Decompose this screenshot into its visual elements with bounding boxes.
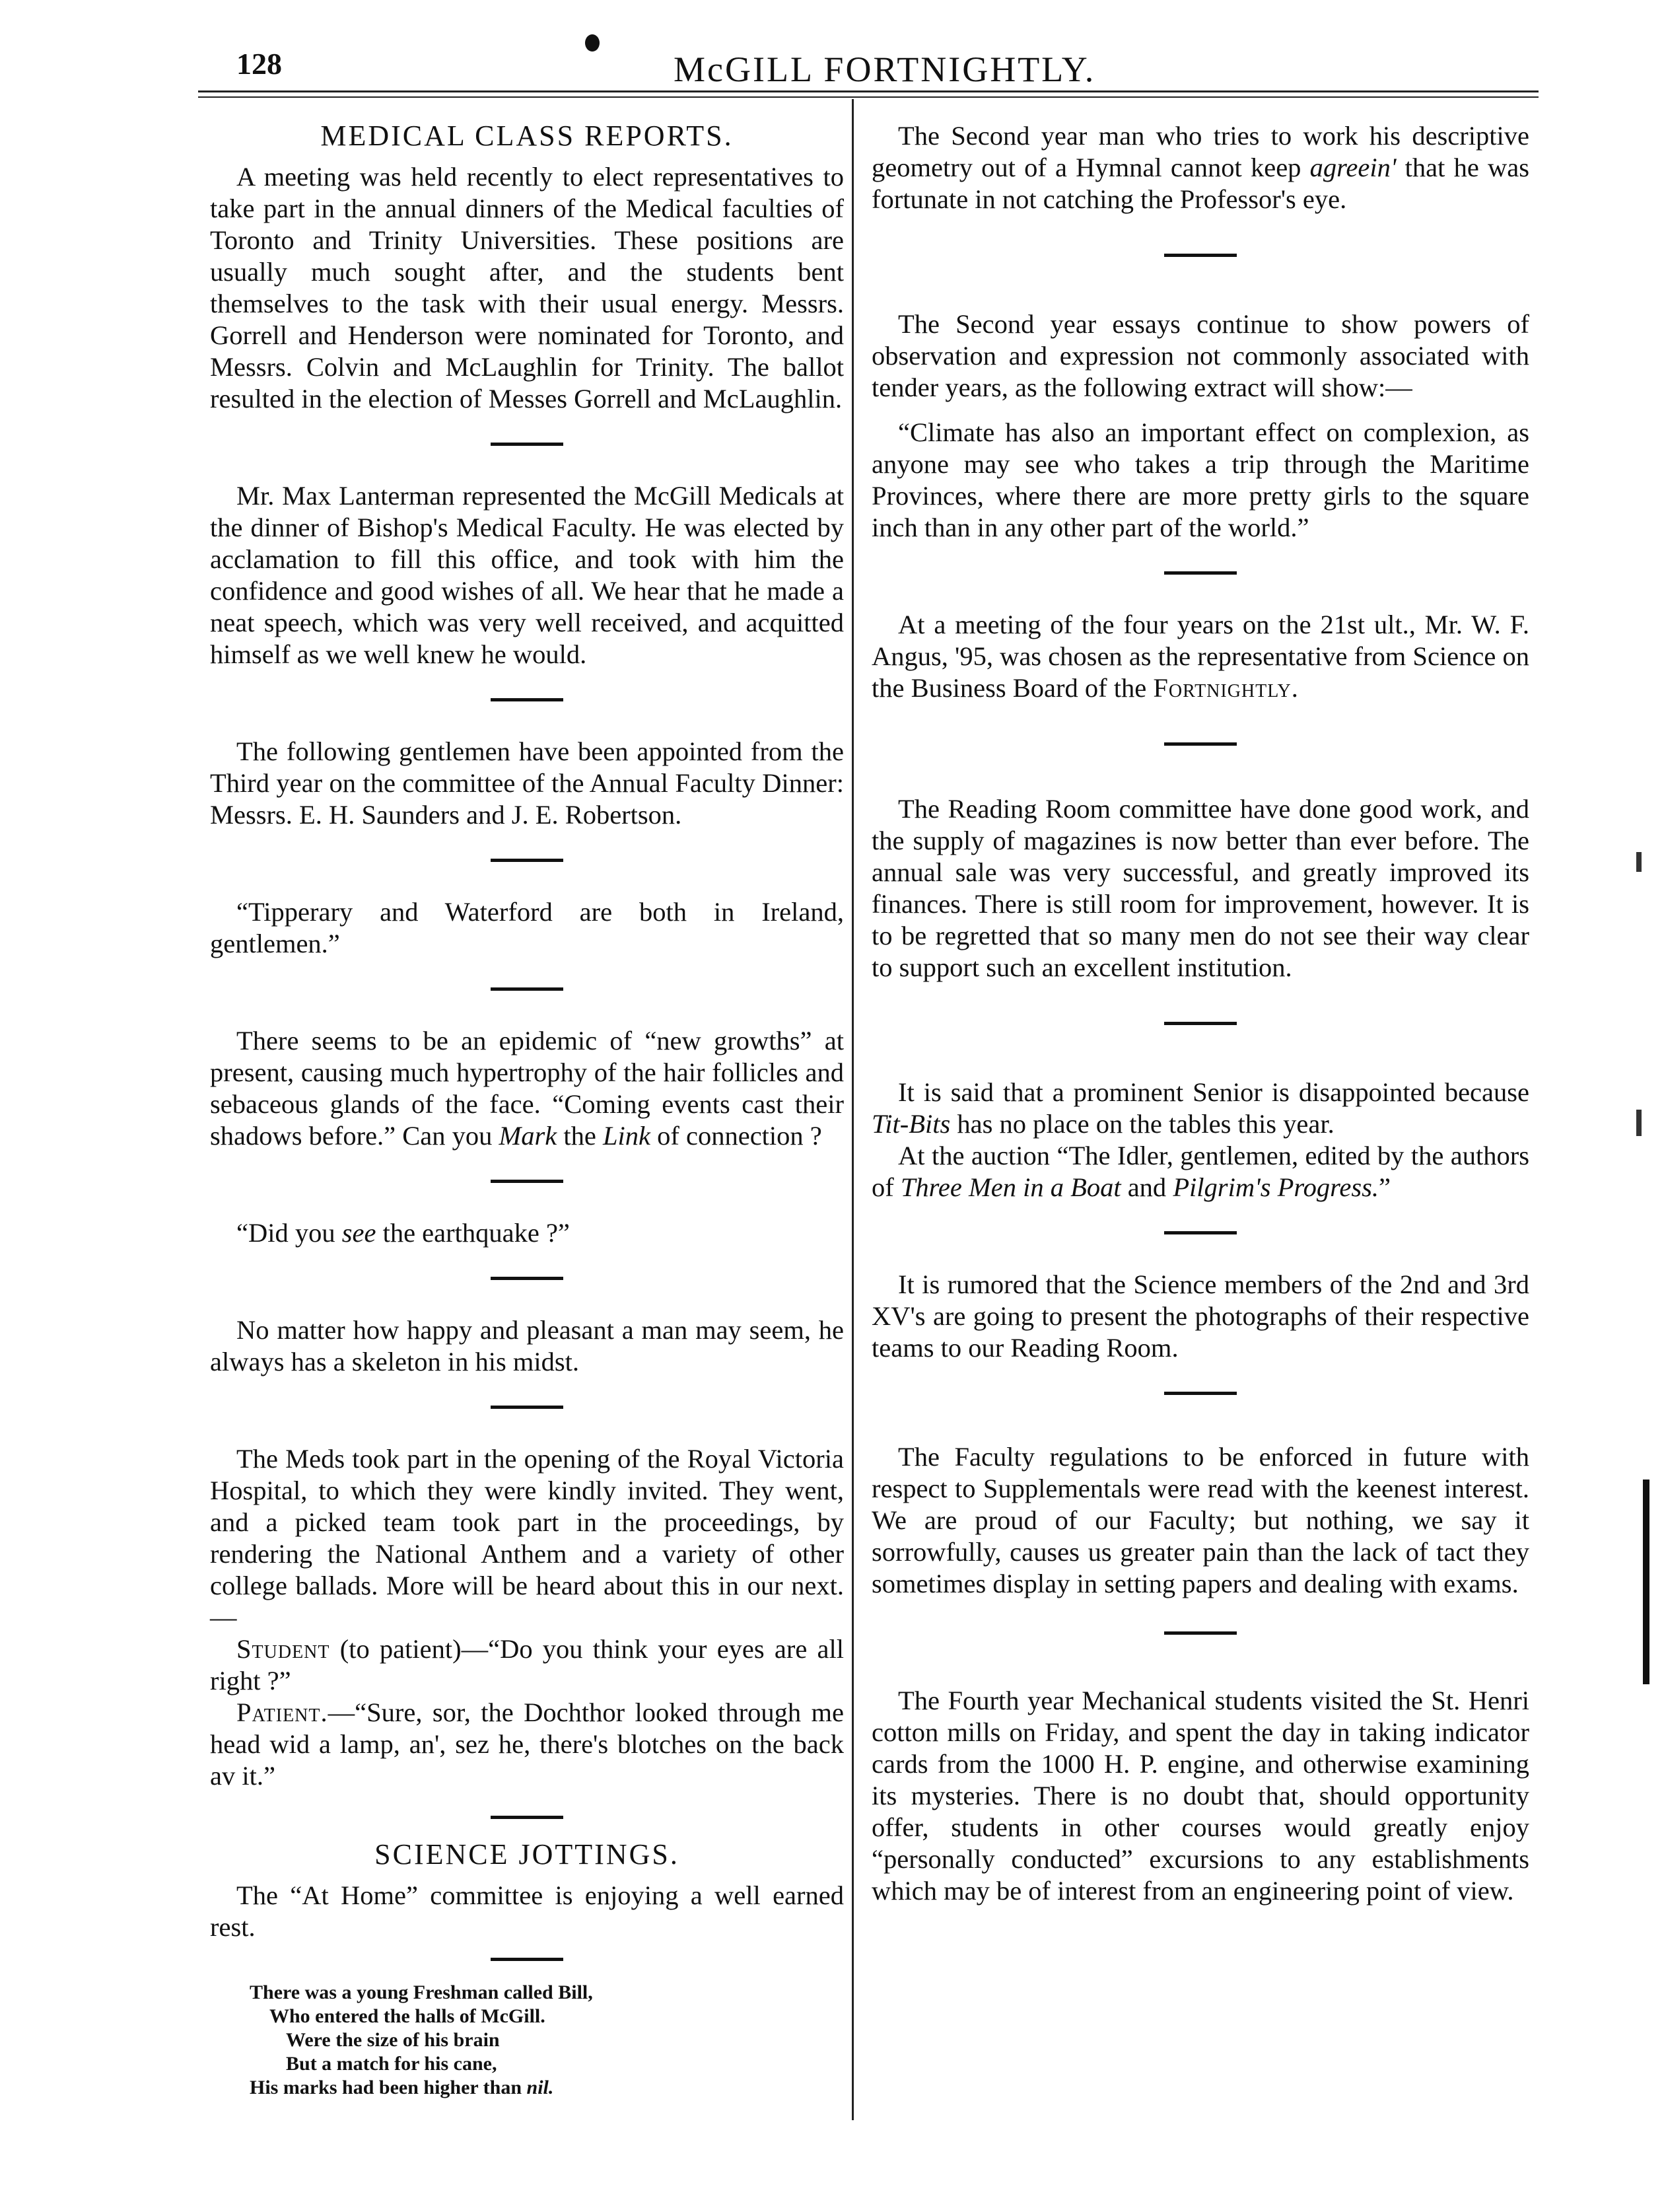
- text-fortnightly: Fortnightly.: [1153, 673, 1299, 703]
- separator: [1164, 1631, 1237, 1635]
- separator: [491, 1406, 563, 1409]
- paragraph-auction: [872, 1140, 1529, 1203]
- paragraph-photographs: It is rumored that the Science members of the 2nd and 3rd XV's are going to present the photographs of their respective teams to our Reading Room.: [872, 1269, 1529, 1363]
- page-number: 128: [236, 47, 282, 81]
- italic-see: see: [341, 1218, 376, 1248]
- text: of connection ?: [650, 1121, 822, 1151]
- paragraph-royal-victoria: The Meds took part in the opening of the Royal Victoria Hospital, to which they were kindly invited. They went, and a picked team took part in the proceedings, by rendering the National Anthem and a variety of other college ballads. More will be heard about this in our next.—: [210, 1444, 844, 1632]
- italic-link: Link: [602, 1121, 650, 1151]
- paragraph-meeting-representatives: A meeting was held recently to elect representatives to take part in the annual dinners of the Medical faculties of Toronto and Trinity Universities. These positions are usually much sought after, and the students bent themselves to the task with their usual energy. Messrs. Gorrell and Henderson were nominated for Toronto, and Messrs. Colvin and McLaughlin for Trinity. The ballot resulted in the election of Messes Gorrell and McLaughlin.: [210, 162, 844, 413]
- text: There seems to be an epidemic of “new growths” at present, causing much hypertrophy of the hair follicles and sebaceous glands of the face. “Coming events cast their shadows before.” Can you: [210, 1026, 844, 1151]
- scan-edge-mark: [1636, 852, 1642, 872]
- text: the earthquake ?”: [376, 1218, 570, 1248]
- separator: [1164, 742, 1237, 746]
- italic-agreein: agreein': [1309, 153, 1397, 182]
- separator: [491, 1958, 563, 1961]
- paragraph-reading-room: The Reading Room committee have done good work, and the supply of magazines is now better than ever before. The annual sale was very successful, and greatly improved its finances. There is still room for improvement, however. It is to be regretted that so many men do not see their way clear to support such an excellent institution.: [872, 794, 1529, 982]
- separator: [491, 859, 563, 862]
- left-column: [210, 120, 844, 2100]
- paragraph-max-lanterman: Mr. Max Lanterman represented the McGill Medicals at the dinner of Bishop's Medical Faculty. He was elected by acclamation to fill this office, and took with him the confidence and good wishes of all. We hear that he made a neat speech, which was very well received, and acquitted himself as we well knew he would.: [210, 481, 844, 669]
- text: It is said that a prominent Senior is disappointed because: [898, 1077, 1529, 1107]
- text: “Did you: [236, 1218, 342, 1248]
- page-header: [198, 34, 1539, 87]
- paragraph-new-growths: [210, 1025, 844, 1152]
- paragraph-skeleton: No matter how happy and pleasant a man may seem, he always has a skeleton in his midst.: [210, 1315, 844, 1376]
- paragraph-climate-extract: “Climate has also an important effect on complexion, as anyone may see who takes a trip through the Maritime Provinces, where there are more pretty girls to the square inch than in any other part of the world.”: [872, 417, 1529, 542]
- header-rule-top: [198, 90, 1539, 92]
- right-column: [872, 120, 1529, 1907]
- speaker-patient: Patient.: [236, 1697, 328, 1727]
- heading-medical-class-reports: MEDICAL CLASS REPORTS.: [320, 120, 734, 152]
- separator: [491, 987, 563, 991]
- speaker-student: Student: [236, 1634, 330, 1664]
- paragraph-tipperary: “Tipperary and Waterford are both in Ireland, gentlemen.”: [210, 897, 844, 958]
- poem-line: But a match for his cane,: [286, 2053, 497, 2075]
- text: the: [557, 1121, 603, 1151]
- separator: [1164, 254, 1237, 257]
- separator: [491, 1816, 563, 1819]
- text: At the auction “The Idler, gentlemen, edited by the authors of: [872, 1141, 1529, 1202]
- separator: [1164, 1392, 1237, 1395]
- italic-nil: nil.: [526, 2077, 554, 2098]
- paragraph-hymnal: [872, 120, 1529, 215]
- paragraph-faculty-regulations: The Faculty regulations to be enforced in future with respect to Supplementals were read with the keenest interest. We are proud of our Faculty; but nothing, we say it sorrowfully, causes us greater pain than the lack of tact they sometimes display in setting papers and dealing with exams.: [872, 1442, 1529, 1598]
- text: His marks had been higher than: [250, 2077, 527, 2098]
- poem-line: [250, 2076, 844, 2100]
- italic-pilgrims-progress: Pilgrim's Progress.: [1173, 1172, 1379, 1202]
- italic-tit-bits: Tit-Bits: [872, 1109, 951, 1139]
- scan-edge-mark: [1636, 1110, 1642, 1136]
- text: and: [1121, 1172, 1173, 1202]
- separator: [1164, 1231, 1237, 1234]
- text: ”: [1379, 1172, 1391, 1202]
- paragraph-at-home: The “At Home” committee is enjoying a well earned rest.: [210, 1880, 844, 1942]
- ink-dot: [585, 34, 600, 52]
- paragraph-second-year-essays: The Second year essays continue to show powers of observation and expression not commonly associated with tender years, as the following extract will show:—: [872, 309, 1529, 402]
- limerick: [210, 1981, 844, 2100]
- separator: [491, 1277, 563, 1280]
- paragraph-angus-representative: [872, 609, 1529, 704]
- italic-mark: Mark: [499, 1121, 557, 1151]
- column-divider: [852, 99, 854, 2120]
- text: has no place on the tables this year.: [950, 1109, 1335, 1139]
- separator: [1164, 571, 1237, 575]
- italic-three-men: Three Men in a Boat: [900, 1172, 1121, 1202]
- poem-line: There was a young Freshman called Bill,: [250, 1981, 593, 2003]
- paragraph-tit-bits: [872, 1077, 1529, 1140]
- text: At a meeting of the four years on the 21st ult., Mr. W. F. Angus, '95, was chosen as the representative from Science on the Business Board of the: [872, 610, 1529, 703]
- paragraph-cotton-mills: The Fourth year Mechanical students visited the St. Henri cotton mills on Friday, and spent the day in taking indicator cards from the 1000 H. P. engine, and otherwise examining its mysteries. There is no doubt that, should opportunity offer, students in other courses would greatly enjoy “personally conducted” excursions to any establishments which may be of interest from an engineering point of view.: [872, 1686, 1529, 1906]
- separator: [491, 698, 563, 701]
- poem-line: Were the size of his brain: [286, 2029, 500, 2051]
- scan-edge-mark: [1643, 1480, 1649, 1684]
- paragraph-earthquake: [210, 1217, 844, 1249]
- separator: [491, 1180, 563, 1183]
- dialogue-student: [210, 1633, 844, 1697]
- heading-science-jottings: SCIENCE JOTTINGS.: [374, 1838, 679, 1871]
- separator: [491, 443, 563, 446]
- text: that he was fortunate in not catching the Professor's eye.: [872, 153, 1529, 214]
- text: —“Sure, sor, the Dochthor looked through me head wid a lamp, an', sez he, there's blotches on the back av it.”: [210, 1697, 844, 1791]
- running-title: McGILL FORTNIGHTLY.: [674, 50, 1096, 89]
- text: (to patient)—“Do you think your eyes are all right ?”: [210, 1634, 844, 1695]
- paragraph-committee-appointments: The following gentlemen have been appointed from the Third year on the committee of the Annual Faculty Dinner: Messrs. E. H. Saunders and J. E. Robertson.: [210, 736, 844, 830]
- dialogue-patient: [210, 1697, 844, 1792]
- header-rule-bottom: [198, 96, 1539, 98]
- separator: [1164, 1022, 1237, 1025]
- spacer: [872, 404, 1529, 417]
- text: The Second year man who tries to work his descriptive geometry out of a Hymnal cannot keep: [872, 121, 1529, 182]
- poem-line: Who entered the halls of McGill.: [269, 2005, 545, 2027]
